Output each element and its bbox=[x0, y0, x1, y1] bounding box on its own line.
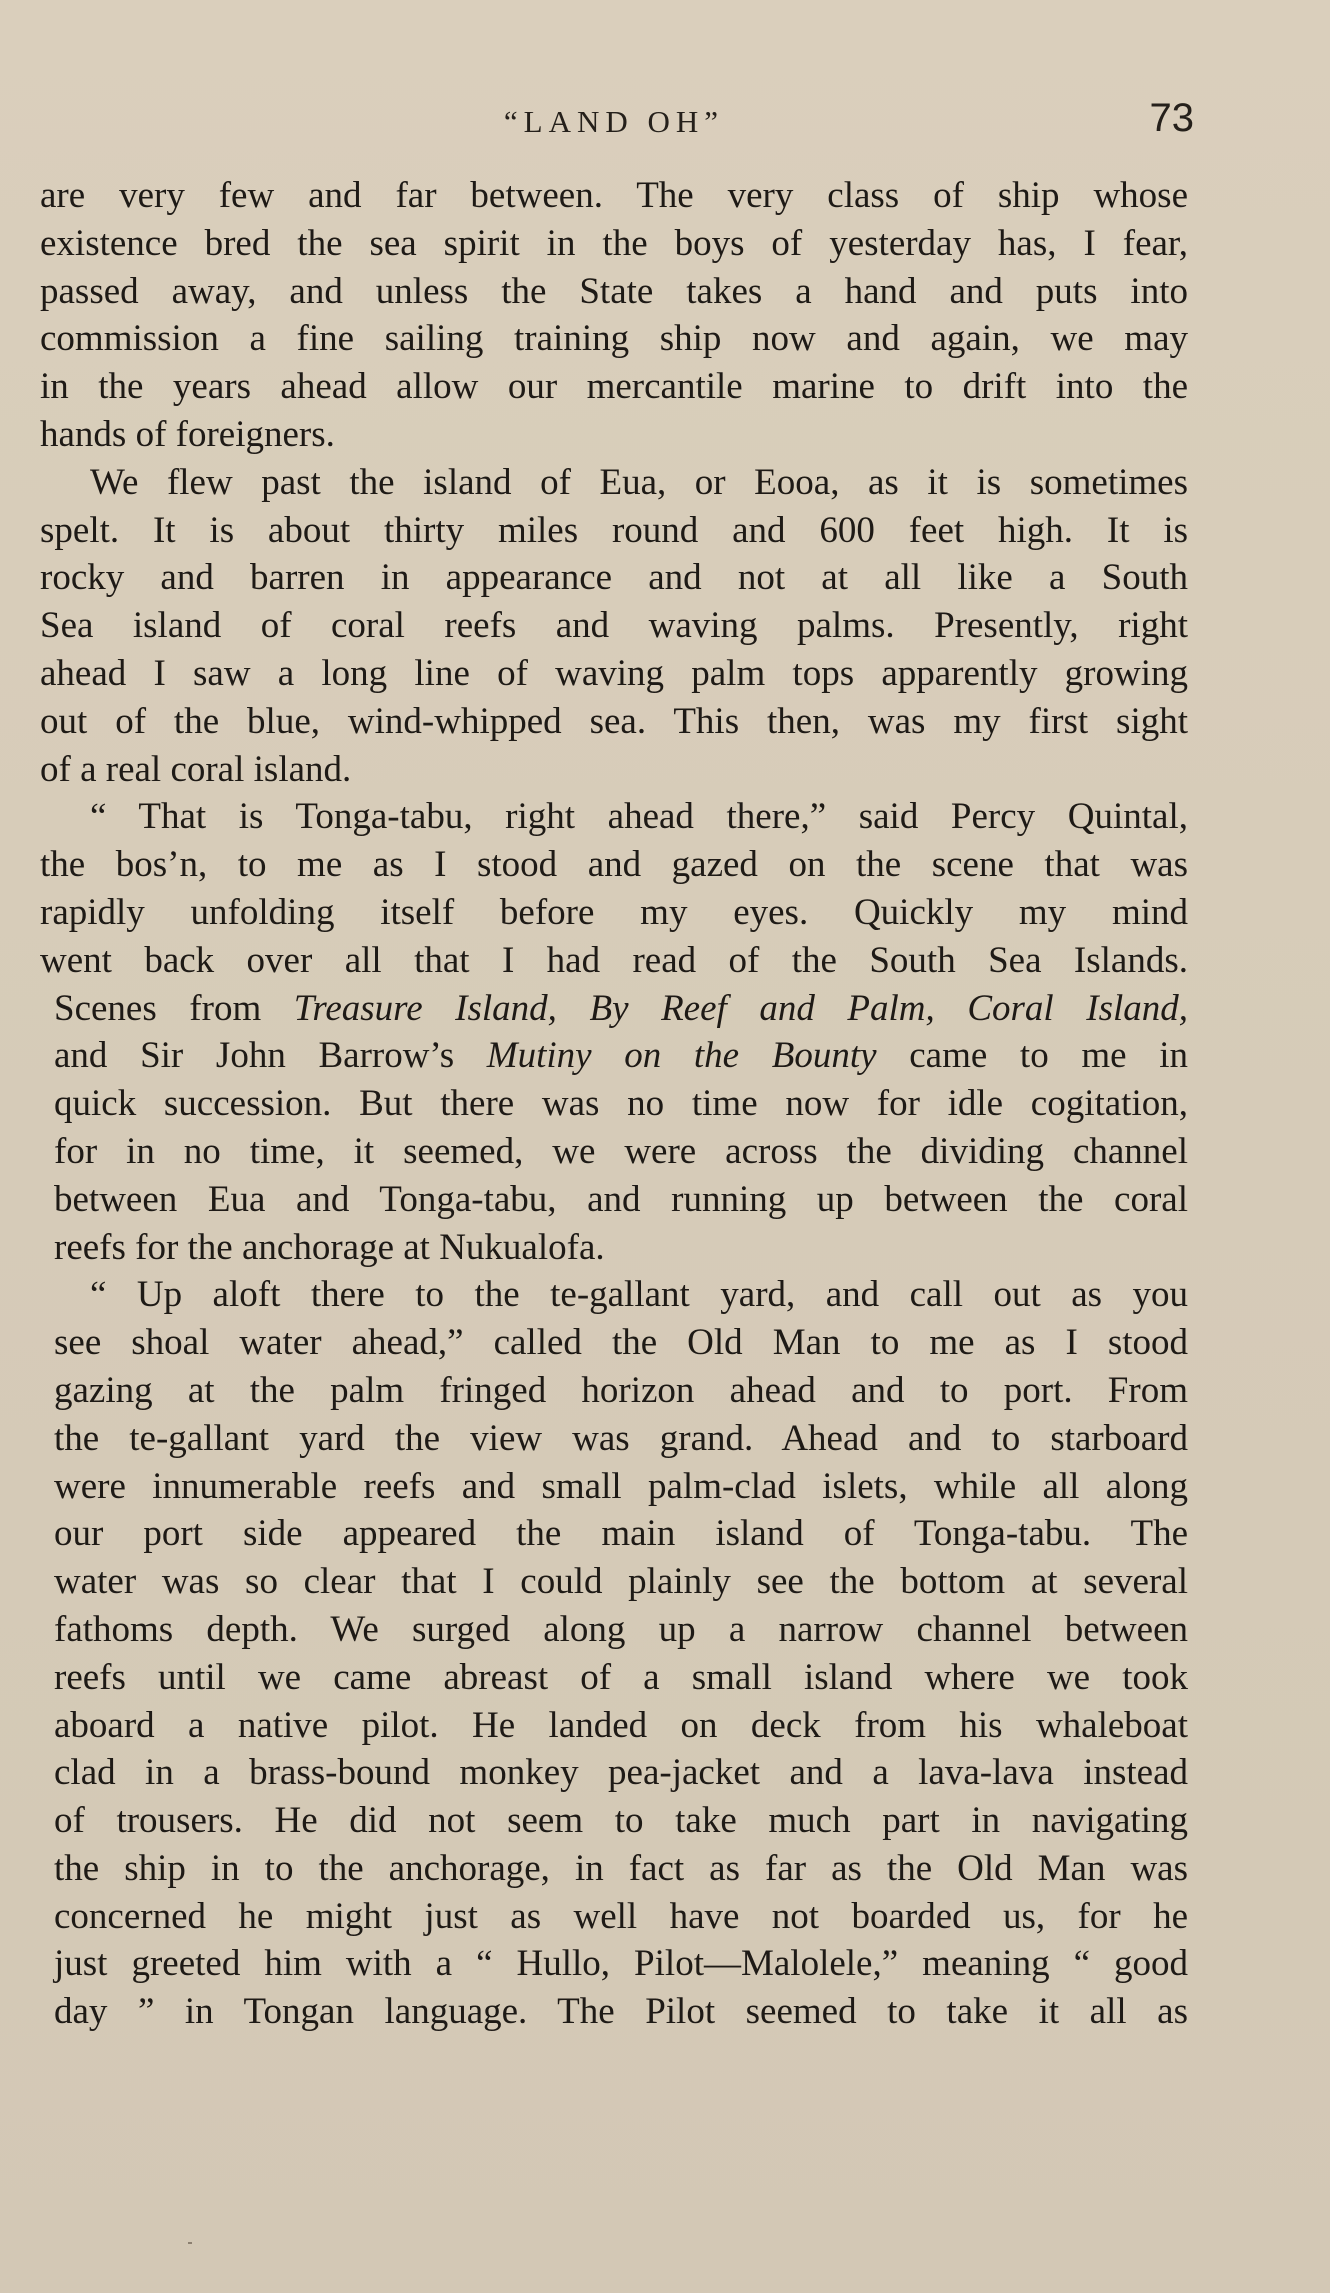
text-line: rocky and barren in appearance and not at all like a South bbox=[40, 557, 1188, 599]
text-line: existence bred the sea spirit in the boys of yesterday has, I fear, bbox=[40, 222, 1188, 264]
paper-speck bbox=[188, 2242, 192, 2244]
text-line: “ That is Tonga-tabu, right ahead there,” said Percy Quintal, bbox=[90, 796, 1188, 838]
text-line: the te-gallant yard the view was grand. Ahead and to starboard bbox=[54, 1417, 1188, 1459]
text-line: aboard a native pilot. He landed on deck from his whaleboat bbox=[54, 1704, 1188, 1746]
text-line: the bos’n, to me as I stood and gazed on the scene that was bbox=[40, 844, 1188, 886]
text-line: the ship in to the anchorage, in fact as far as the Old Man was bbox=[54, 1847, 1188, 1889]
text-line: were innumerable reefs and small palm-clad islets, while all along bbox=[54, 1465, 1188, 1507]
text-line: ahead I saw a long line of waving palm tops apparently growing bbox=[40, 652, 1188, 694]
text-line: passed away, and unless the State takes a hand and puts into bbox=[40, 270, 1188, 312]
text-line: concerned he might just as well have not boarded us, for he bbox=[54, 1895, 1188, 1937]
text-line: fathoms depth. We surged along up a narrow channel between bbox=[54, 1608, 1188, 1650]
text-line: Scenes from Treasure Island, By Reef and Palm, Coral Island, bbox=[54, 987, 1188, 1029]
running-head bbox=[40, 96, 1194, 156]
text-line: We flew past the island of Eua, or Eooa, as it is sometimes bbox=[90, 461, 1188, 503]
page-number: 73 bbox=[1149, 96, 1194, 140]
text-line: spelt. It is about thirty miles round and 600 feet high. It is bbox=[40, 509, 1188, 551]
running-title: “LAND OH” bbox=[503, 104, 725, 139]
italic-title: Treasure Island, bbox=[293, 987, 557, 1029]
italic-title: By Reef and Palm, bbox=[589, 987, 935, 1029]
italic-title: Coral Island, bbox=[967, 987, 1188, 1029]
text-line: commission a fine sailing training ship now and again, we may bbox=[40, 318, 1188, 360]
text-line: day ” in Tongan language. The Pilot seemed to take it all as bbox=[54, 1991, 1188, 2033]
text-line: of trousers. He did not seem to take much part in navigating bbox=[54, 1800, 1188, 1842]
text-line: of a real coral island. bbox=[40, 748, 352, 790]
text-line: quick succession. But there was no time now for idle cogitation, bbox=[54, 1083, 1188, 1125]
text-line: water was so clear that I could plainly see the bottom at several bbox=[54, 1561, 1188, 1603]
text-line: gazing at the palm fringed horizon ahead and to port. From bbox=[54, 1369, 1188, 1411]
text-line: our port side appeared the main island of Tonga-tabu. The bbox=[54, 1513, 1188, 1555]
text-line: just greeted him with a “ Hullo, Pilot—Malolele,” meaning “ good bbox=[54, 1943, 1188, 1985]
text-line: Sea island of coral reefs and waving palms. Presently, right bbox=[40, 605, 1188, 647]
text-line: for in no time, it seemed, we were across the dividing channel bbox=[54, 1130, 1188, 1172]
text-line: see shoal water ahead,” called the Old Man to me as I stood bbox=[54, 1322, 1188, 1364]
text-line: went back over all that I had read of the South Sea Islands. bbox=[40, 939, 1188, 981]
text-line: rapidly unfolding itself before my eyes. Quickly my mind bbox=[40, 891, 1188, 933]
body-text bbox=[40, 172, 1188, 2036]
italic-title: Mutiny on the Bounty bbox=[486, 1035, 877, 1077]
text-line: hands of foreigners. bbox=[40, 413, 335, 455]
text-line: out of the blue, wind-whipped sea. This then, was my first sight bbox=[40, 700, 1188, 742]
text-line: between Eua and Tonga-tabu, and running up between the coral bbox=[54, 1178, 1188, 1220]
text-line: “ Up aloft there to the te-gallant yard, and call out as you bbox=[90, 1274, 1188, 1316]
text-line: are very few and far between. The very class of ship whose bbox=[40, 175, 1188, 216]
text-line: reefs until we came abreast of a small island where we took bbox=[54, 1656, 1188, 1698]
text-line: in the years ahead allow our mercantile marine to drift into the bbox=[40, 366, 1188, 408]
text-line: clad in a brass-bound monkey pea-jacket and a lava-lava instead bbox=[54, 1752, 1188, 1794]
text-line: and Sir John Barrow’s Mutiny on the Bounty came to me in bbox=[54, 1035, 1188, 1077]
text-line: reefs for the anchorage at Nukualofa. bbox=[54, 1226, 605, 1268]
